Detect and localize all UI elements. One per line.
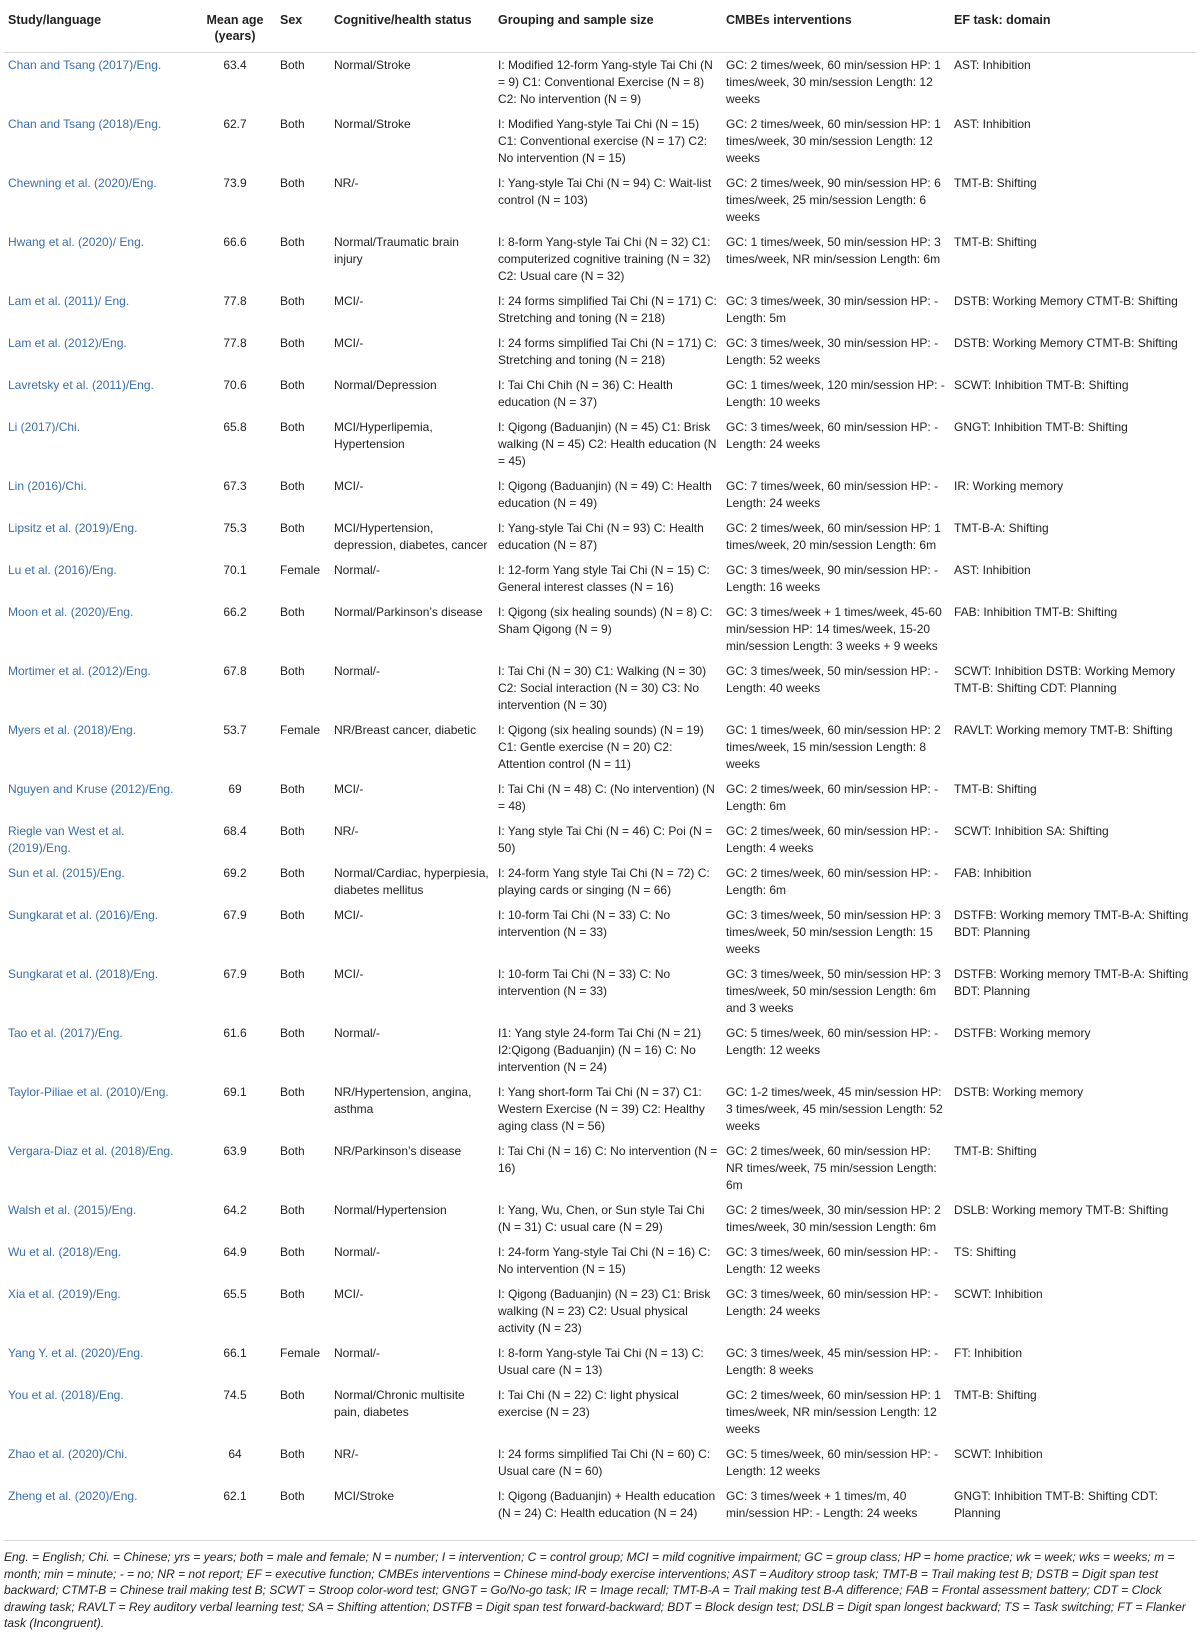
mean-age-cell: 75.3 xyxy=(223,521,247,535)
study-cell[interactable]: Lam et al. (2011)/ Eng. xyxy=(8,294,130,308)
mean-age-cell: 70.6 xyxy=(223,378,247,392)
sex-cell: Female xyxy=(280,1346,321,1360)
ef-task-cell: SCWT: Inhibition xyxy=(954,1447,1043,1461)
status-cell: MCI/- xyxy=(334,479,364,493)
grouping-cell: I: Yang-style Tai Chi (N = 94) C: Wait-list control (N = 103) xyxy=(498,176,712,207)
mean-age-cell: 63.4 xyxy=(223,58,247,72)
grouping-cell: I: 24-form Yang style Tai Chi (N = 72) C: playing cards or singing (N = 66) xyxy=(498,866,710,897)
grouping-cell: I: Qigong (Baduanjin) (N = 23) C1: Brisk walking (N = 23) C2: Usual physical activity (N = 23) xyxy=(498,1287,711,1335)
study-cell[interactable]: Myers et al. (2018)/Eng. xyxy=(8,723,137,737)
status-cell: Normal/Stroke xyxy=(334,58,411,72)
study-cell[interactable]: Chewning et al. (2020)/Eng. xyxy=(8,176,157,190)
ef-task-cell: FAB: Inhibition xyxy=(954,866,1032,880)
intervention-cell: GC: 5 times/week, 60 min/session HP: -Length: 12 weeks xyxy=(726,1447,939,1478)
intervention-cell: GC: 3 times/week, 30 min/session HP: - Length: 5m xyxy=(726,294,939,325)
status-cell: MCI/- xyxy=(334,967,364,981)
ef-task-cell: SCWT: Inhibition TMT-B: Shifting xyxy=(954,378,1129,392)
mean-age-cell: 67.9 xyxy=(223,908,247,922)
grouping-cell: I: 24 forms simplified Tai Chi (N = 171) C: Stretching and toning (N = 218) xyxy=(498,336,717,367)
study-cell[interactable]: Riegle van West et al. (2019)/Eng. xyxy=(8,824,125,855)
sex-cell: Female xyxy=(280,723,321,737)
table-row xyxy=(4,1198,1196,1240)
sex-cell: Both xyxy=(280,866,305,880)
table-row xyxy=(4,1021,1196,1080)
study-cell[interactable]: Moon et al. (2020)/Eng. xyxy=(8,605,134,619)
mean-age-cell: 65.5 xyxy=(223,1287,247,1301)
study-cell[interactable]: Lu et al. (2016)/Eng. xyxy=(8,563,117,577)
sex-cell: Both xyxy=(280,117,305,131)
grouping-cell: I: Tai Chi (N = 30) C1: Walking (N = 30) C2: Social interaction (N = 30) C3: No intervention (N = 30) xyxy=(498,664,707,712)
intervention-cell: GC: 1-2 times/week, 45 min/session HP: 3 times/week, 45 min/session Length: 52 weeks xyxy=(726,1085,943,1133)
ef-task-cell: DSTB: Working Memory CTMT-B: Shifting xyxy=(954,294,1178,308)
grouping-cell: I: Qigong (Baduanjin) (N = 45) C1: Brisk walking (N = 45) C2: Health education (N = 45) xyxy=(498,420,717,468)
intervention-cell: GC: 2 times/week, 60 min/session HP: 1 times/week, 20 min/session Length: 6m xyxy=(726,521,941,552)
study-cell[interactable]: Sungkarat et al. (2016)/Eng. xyxy=(8,908,159,922)
mean-age-cell: 62.1 xyxy=(223,1489,247,1503)
grouping-cell: I: Modified Yang-style Tai Chi (N = 15) C1: Conventional exercise (N = 17) C2: No intervention (N = 15) xyxy=(498,117,708,165)
status-cell: Normal/- xyxy=(334,1346,381,1360)
ef-task-cell: TS: Shifting xyxy=(954,1245,1017,1259)
table-row xyxy=(4,1341,1196,1383)
table-row xyxy=(4,819,1196,861)
grouping-cell: I: 8-form Yang-style Tai Chi (N = 32) C1: computerized cognitive training (N = 32) C2: Usual care (N = 32) xyxy=(498,235,711,283)
table-row xyxy=(4,1383,1196,1442)
table-row xyxy=(4,474,1196,516)
table-row xyxy=(4,1139,1196,1198)
status-cell: Normal/- xyxy=(334,1245,381,1259)
header-mean-age: Mean age (years) xyxy=(194,4,276,53)
table-row xyxy=(4,1442,1196,1484)
table-row xyxy=(4,962,1196,1021)
study-cell[interactable]: Vergara-Diaz et al. (2018)/Eng. xyxy=(8,1144,174,1158)
ef-task-cell: FT: Inhibition xyxy=(954,1346,1023,1360)
header-interventions: CMBEs interventions xyxy=(722,4,950,53)
grouping-cell: I: Yang, Wu, Chen, or Sun style Tai Chi (N = 31) C: usual care (N = 29) xyxy=(498,1203,705,1234)
grouping-cell: I: Tai Chi (N = 22) C: light physical exercise (N = 23) xyxy=(498,1388,679,1419)
header-sex: Sex xyxy=(276,4,330,53)
ef-task-cell: DSTB: Working Memory CTMT-B: Shifting xyxy=(954,336,1178,350)
intervention-cell: GC: 2 times/week, 30 min/session HP: 2 times/week, 30 min/session Length: 6m xyxy=(726,1203,941,1234)
ef-task-cell: DSTB: Working memory xyxy=(954,1085,1084,1099)
status-cell: MCI/- xyxy=(334,294,364,308)
sex-cell: Both xyxy=(280,1245,305,1259)
mean-age-cell: 64.9 xyxy=(223,1245,247,1259)
sex-cell: Both xyxy=(280,1388,305,1402)
sex-cell: Both xyxy=(280,967,305,981)
intervention-cell: GC: 1 times/week, 50 min/session HP: 3 times/week, NR min/session Length: 6m xyxy=(726,235,941,266)
table-footnote: Eng. = English; Chi. = Chinese; yrs = years; both = male and female; N = number; I = intervention; C = control group; MCI = mild cognitive impairment; GC = group class; HP = home practice; wk = week; wks = weeks; m = month; min = minute; - = no; NR = not report; EF = executive function; CMBEs interventions = Chinese mind-body exercise interventions; AST = Auditory stroop task; TMT-B = Trail making test B; DSTB = Digit span test backward; CTMT-B = Chinese trail making test B; SCWT = Stroop color-word test; GNGT = Go/No-go task; IR = Image recall; TMT-B-A = Trail making test B-A difference; FAB = Frontal assessment battery; CDT = Clock drawing task; RAVLT = Rey auditory verbal learning test; SA = Shifting attention; DSTFB = Digit span test forward-backward; BDT = Block design test; DSLB = Digit span longest backward; TS = Task switching; FT = Flanker task (Incongruent). xyxy=(4,1540,1196,1632)
status-cell: Normal/Depression xyxy=(334,378,437,392)
mean-age-cell: 66.6 xyxy=(223,235,247,249)
study-cell[interactable]: Xia et al. (2019)/Eng. xyxy=(8,1287,121,1301)
intervention-cell: GC: 3 times/week, 50 min/session HP: 3 times/week, 50 min/session Length: 6m and 3 weeks xyxy=(726,967,941,1015)
grouping-cell: I1: Yang style 24-form Tai Chi (N = 21) I2:Qigong (Baduanjin) (N = 16) C: No intervention (N = 24) xyxy=(498,1026,702,1074)
grouping-cell: I: Qigong (six healing sounds) (N = 8) C: Sham Qigong (N = 9) xyxy=(498,605,713,636)
ef-task-cell: TMT-B: Shifting xyxy=(954,235,1037,249)
ef-task-cell: TMT-B: Shifting xyxy=(954,176,1037,190)
header-status: Cognitive/health status xyxy=(330,4,494,53)
mean-age-cell: 65.8 xyxy=(223,420,247,434)
intervention-cell: GC: 2 times/week, 60 min/session HP: 1 times/week, 30 min/session Length: 12 weeks xyxy=(726,117,941,165)
status-cell: MCI/- xyxy=(334,1287,364,1301)
ef-task-cell: TMT-B: Shifting xyxy=(954,1144,1037,1158)
header-ef-task: EF task: domain xyxy=(950,4,1196,53)
mean-age-cell: 67.8 xyxy=(223,664,247,678)
table-row xyxy=(4,1484,1196,1526)
ef-task-cell: TMT-B: Shifting xyxy=(954,782,1037,796)
grouping-cell: I: Yang-style Tai Chi (N = 93) C: Health education (N = 87) xyxy=(498,521,704,552)
study-cell[interactable]: Taylor-Piliae et al. (2010)/Eng. xyxy=(8,1085,169,1099)
mean-age-cell: 66.1 xyxy=(223,1346,247,1360)
study-cell[interactable]: Lipsitz et al. (2019)/Eng. xyxy=(8,521,138,535)
status-cell: NR/Breast cancer, diabetic xyxy=(334,723,477,737)
status-cell: Normal/- xyxy=(334,664,381,678)
table-row xyxy=(4,331,1196,373)
mean-age-cell: 66.2 xyxy=(223,605,247,619)
grouping-cell: I: Modified 12-form Yang-style Tai Chi (N = 9) C1: Conventional Exercise (N = 8) C2: No intervention (N = 9) xyxy=(498,58,713,106)
ef-task-cell: DSTFB: Working memory xyxy=(954,1026,1091,1040)
intervention-cell: GC: 3 times/week + 1 times/week, 45-60 min/session HP: 14 times/week, 15-20 min/session Length: 3 weeks + 9 weeks xyxy=(726,605,942,653)
mean-age-cell: 69 xyxy=(228,782,242,796)
header-study: Study/language xyxy=(4,4,194,53)
ef-task-cell: DSTFB: Working memory TMT-B-A: Shifting BDT: Planning xyxy=(954,908,1189,939)
study-cell[interactable]: Walsh et al. (2015)/Eng. xyxy=(8,1203,137,1217)
table-row xyxy=(4,861,1196,903)
mean-age-cell: 74.5 xyxy=(223,1388,247,1402)
study-cell[interactable]: Wu et al. (2018)/Eng. xyxy=(8,1245,122,1259)
grouping-cell: I: Tai Chi (N = 16) C: No intervention (N = 16) xyxy=(498,1144,718,1175)
mean-age-cell: 70.1 xyxy=(223,563,247,577)
status-cell: MCI/- xyxy=(334,782,364,796)
table-row xyxy=(4,903,1196,962)
ef-task-cell: AST: Inhibition xyxy=(954,117,1031,131)
mean-age-cell: 77.8 xyxy=(223,336,247,350)
status-cell: Normal/- xyxy=(334,1026,381,1040)
study-cell[interactable]: Tao et al. (2017)/Eng. xyxy=(8,1026,123,1040)
sex-cell: Both xyxy=(280,1287,305,1301)
status-cell: Normal/Cardiac, hyperpiesia, diabetes mellitus xyxy=(334,866,489,897)
ef-task-cell: IR: Working memory xyxy=(954,479,1064,493)
status-cell: MCI/Hypertension, depression, diabetes, cancer xyxy=(334,521,488,552)
mean-age-cell: 53.7 xyxy=(223,723,247,737)
status-cell: MCI/- xyxy=(334,336,364,350)
sex-cell: Both xyxy=(280,235,305,249)
study-cell[interactable]: Sungkarat et al. (2018)/Eng. xyxy=(8,967,159,981)
status-cell: NR/- xyxy=(334,824,359,838)
sex-cell: Both xyxy=(280,782,305,796)
status-cell: NR/- xyxy=(334,1447,359,1461)
status-cell: NR/Hypertension, angina, asthma xyxy=(334,1085,472,1116)
ef-task-cell: SCWT: Inhibition SA: Shifting xyxy=(954,824,1109,838)
ef-task-cell: RAVLT: Working memory TMT-B: Shifting xyxy=(954,723,1173,737)
table-row xyxy=(4,415,1196,474)
table-row xyxy=(4,112,1196,171)
sex-cell: Both xyxy=(280,664,305,678)
status-cell: Normal/Hypertension xyxy=(334,1203,447,1217)
intervention-cell: GC: 3 times/week, 60 min/session HP: -Length: 24 weeks xyxy=(726,1287,939,1318)
study-cell[interactable]: Chan and Tsang (2018)/Eng. xyxy=(8,117,162,131)
table-row xyxy=(4,516,1196,558)
ef-task-cell: AST: Inhibition xyxy=(954,58,1031,72)
grouping-cell: I: Tai Chi (N = 48) C: (No intervention) (N = 48) xyxy=(498,782,715,813)
grouping-cell: I: Qigong (Baduanjin) (N = 49) C: Health education (N = 49) xyxy=(498,479,712,510)
sex-cell: Both xyxy=(280,176,305,190)
mean-age-cell: 69.1 xyxy=(223,1085,247,1099)
intervention-cell: GC: 2 times/week, 60 min/session HP: 1 times/week, 30 min/session Length: 12 weeks xyxy=(726,58,941,106)
sex-cell: Both xyxy=(280,420,305,434)
sex-cell: Both xyxy=(280,908,305,922)
table-header-row xyxy=(4,4,1196,53)
sex-cell: Both xyxy=(280,294,305,308)
table-row xyxy=(4,53,1196,113)
intervention-cell: GC: 2 times/week, 60 min/session HP: -Length: 6m xyxy=(726,866,939,897)
table-row xyxy=(4,1240,1196,1282)
sex-cell: Both xyxy=(280,1144,305,1158)
table-row xyxy=(4,659,1196,718)
status-cell: Normal/- xyxy=(334,563,381,577)
study-characteristics-table xyxy=(4,4,1196,1526)
table-row xyxy=(4,777,1196,819)
intervention-cell: GC: 1 times/week, 60 min/session HP: 2 times/week, 15 min/session Length: 8 weeks xyxy=(726,723,941,771)
mean-age-cell: 67.3 xyxy=(223,479,247,493)
mean-age-cell: 68.4 xyxy=(223,824,247,838)
grouping-cell: I: 24-form Yang-style Tai Chi (N = 16) C: No intervention (N = 15) xyxy=(498,1245,711,1276)
study-cell[interactable]: Lin (2016)/Chi. xyxy=(8,479,87,493)
table-row xyxy=(4,373,1196,415)
sex-cell: Both xyxy=(280,521,305,535)
intervention-cell: GC: 3 times/week, 45 min/session HP: -Length: 8 weeks xyxy=(726,1346,939,1377)
sex-cell: Both xyxy=(280,605,305,619)
intervention-cell: GC: 5 times/week, 60 min/session HP: -Length: 12 weeks xyxy=(726,1026,939,1057)
grouping-cell: I: 8-form Yang-style Tai Chi (N = 13) C: Usual care (N = 13) xyxy=(498,1346,704,1377)
status-cell: MCI/- xyxy=(334,908,364,922)
ef-task-cell: TMT-B-A: Shifting xyxy=(954,521,1049,535)
table-row xyxy=(4,171,1196,230)
mean-age-cell: 77.8 xyxy=(223,294,247,308)
header-grouping: Grouping and sample size xyxy=(494,4,722,53)
study-table-container xyxy=(4,4,1196,1632)
study-cell[interactable]: Mortimer et al. (2012)/Eng. xyxy=(8,664,151,678)
status-cell: NR/- xyxy=(334,176,359,190)
intervention-cell: GC: 2 times/week, 60 min/session HP: -Length: 4 weeks xyxy=(726,824,939,855)
intervention-cell: GC: 3 times/week, 60 min/session HP: -Length: 24 weeks xyxy=(726,420,939,451)
grouping-cell: I: Qigong (six healing sounds) (N = 19) C1: Gentle exercise (N = 20) C2: Attention control (N = 11) xyxy=(498,723,704,771)
grouping-cell: I: 24 forms simplified Tai Chi (N = 171) C: Stretching and toning (N = 218) xyxy=(498,294,717,325)
study-cell[interactable]: Zhao et al. (2020)/Chi. xyxy=(8,1447,128,1461)
intervention-cell: GC: 2 times/week, 60 min/session HP: 1 times/week, NR min/session Length: 12 weeks xyxy=(726,1388,941,1436)
mean-age-cell: 67.9 xyxy=(223,967,247,981)
status-cell: Normal/Parkinson’s disease xyxy=(334,605,483,619)
table-row xyxy=(4,289,1196,331)
status-cell: MCI/Stroke xyxy=(334,1489,395,1503)
status-cell: NR/Parkinson’s disease xyxy=(334,1144,462,1158)
status-cell: Normal/Chronic multisite pain, diabetes xyxy=(334,1388,465,1419)
grouping-cell: I: 10-form Tai Chi (N = 33) C: No intervention (N = 33) xyxy=(498,967,671,998)
intervention-cell: GC: 3 times/week + 1 times/m, 40 min/session HP: - Length: 24 weeks xyxy=(726,1489,918,1520)
intervention-cell: GC: 3 times/week, 50 min/session HP: -Length: 40 weeks xyxy=(726,664,939,695)
study-cell[interactable]: Nguyen and Kruse (2012)/Eng. xyxy=(8,782,174,796)
ef-task-cell: DSTFB: Working memory TMT-B-A: Shifting BDT: Planning xyxy=(954,967,1189,998)
grouping-cell: I: Tai Chi Chih (N = 36) C: Health education (N = 37) xyxy=(498,378,673,409)
intervention-cell: GC: 3 times/week, 50 min/session HP: 3 times/week, 50 min/session Length: 15 weeks xyxy=(726,908,941,956)
sex-cell: Both xyxy=(280,824,305,838)
intervention-cell: GC: 2 times/week, 60 min/session HP: NR times/week, 75 min/session Length: 6m xyxy=(726,1144,937,1192)
ef-task-cell: FAB: Inhibition TMT-B: Shifting xyxy=(954,605,1118,619)
sex-cell: Both xyxy=(280,479,305,493)
table-row xyxy=(4,600,1196,659)
study-cell[interactable]: Li (2017)/Chi. xyxy=(8,420,81,434)
sex-cell: Both xyxy=(280,1489,305,1503)
intervention-cell: GC: 1 times/week, 120 min/session HP: -Length: 10 weeks xyxy=(726,378,945,409)
mean-age-cell: 63.9 xyxy=(223,1144,247,1158)
status-cell: Normal/Stroke xyxy=(334,117,411,131)
study-cell[interactable]: Lam et al. (2012)/Eng. xyxy=(8,336,127,350)
grouping-cell: I: Yang style Tai Chi (N = 46) C: Poi (N = 50) xyxy=(498,824,713,855)
study-cell[interactable]: Hwang et al. (2020)/ Eng. xyxy=(8,235,145,249)
intervention-cell: GC: 2 times/week, 90 min/session HP: 6 times/week, 25 min/session Length: 6 weeks xyxy=(726,176,941,224)
grouping-cell: I: 24 forms simplified Tai Chi (N = 60) C: Usual care (N = 60) xyxy=(498,1447,711,1478)
mean-age-cell: 61.6 xyxy=(223,1026,247,1040)
mean-age-cell: 69.2 xyxy=(223,866,247,880)
grouping-cell: I: 10-form Tai Chi (N = 33) C: No intervention (N = 33) xyxy=(498,908,671,939)
mean-age-cell: 64.2 xyxy=(223,1203,247,1217)
status-cell: Normal/Traumatic brain injury xyxy=(334,235,459,266)
intervention-cell: GC: 3 times/week, 60 min/session HP: -Length: 12 weeks xyxy=(726,1245,939,1276)
table-row xyxy=(4,230,1196,289)
table-row xyxy=(4,718,1196,777)
sex-cell: Both xyxy=(280,378,305,392)
mean-age-cell: 62.7 xyxy=(223,117,247,131)
study-cell[interactable]: Chan and Tsang (2017)/Eng. xyxy=(8,58,162,72)
table-body xyxy=(4,53,1196,1527)
grouping-cell: I: 12-form Yang style Tai Chi (N = 15) C: General interest classes (N = 16) xyxy=(498,563,710,594)
sex-cell: Both xyxy=(280,336,305,350)
intervention-cell: GC: 3 times/week, 30 min/session HP: -Length: 52 weeks xyxy=(726,336,939,367)
grouping-cell: I: Qigong (Baduanjin) + Health education (N = 24) C: Health education (N = 24) xyxy=(498,1489,716,1520)
intervention-cell: GC: 3 times/week, 90 min/session HP: -Length: 16 weeks xyxy=(726,563,939,594)
table-row xyxy=(4,1080,1196,1139)
table-row xyxy=(4,558,1196,600)
grouping-cell: I: Yang short-form Tai Chi (N = 37) C1: Western Exercise (N = 39) C2: Healthy aging class (N = 56) xyxy=(498,1085,705,1133)
sex-cell: Both xyxy=(280,58,305,72)
mean-age-cell: 64 xyxy=(228,1447,242,1461)
intervention-cell: GC: 2 times/week, 60 min/session HP: -Length: 6m xyxy=(726,782,939,813)
study-cell[interactable]: Yang Y. et al. (2020)/Eng. xyxy=(8,1346,144,1360)
ef-task-cell: DSLB: Working memory TMT-B: Shifting xyxy=(954,1203,1169,1217)
status-cell: MCI/Hyperlipemia, Hypertension xyxy=(334,420,433,451)
ef-task-cell: AST: Inhibition xyxy=(954,563,1031,577)
sex-cell: Both xyxy=(280,1203,305,1217)
sex-cell: Both xyxy=(280,1085,305,1099)
ef-task-cell: SCWT: Inhibition xyxy=(954,1287,1043,1301)
intervention-cell: GC: 7 times/week, 60 min/session HP: -Length: 24 weeks xyxy=(726,479,939,510)
ef-task-cell: GNGT: Inhibition TMT-B: Shifting CDT: Planning xyxy=(954,1489,1158,1520)
table-row xyxy=(4,1282,1196,1341)
ef-task-cell: GNGT: Inhibition TMT-B: Shifting xyxy=(954,420,1128,434)
study-cell[interactable]: Sun et al. (2015)/Eng. xyxy=(8,866,125,880)
sex-cell: Female xyxy=(280,563,321,577)
study-cell[interactable]: Lavretsky et al. (2011)/Eng. xyxy=(8,378,154,392)
ef-task-cell: SCWT: Inhibition DSTB: Working Memory TMT-B: Shifting CDT: Planning xyxy=(954,664,1176,695)
study-cell[interactable]: You et al. (2018)/Eng. xyxy=(8,1388,124,1402)
ef-task-cell: TMT-B: Shifting xyxy=(954,1388,1037,1402)
sex-cell: Both xyxy=(280,1447,305,1461)
mean-age-cell: 73.9 xyxy=(223,176,247,190)
study-cell[interactable]: Zheng et al. (2020)/Eng. xyxy=(8,1489,138,1503)
sex-cell: Both xyxy=(280,1026,305,1040)
